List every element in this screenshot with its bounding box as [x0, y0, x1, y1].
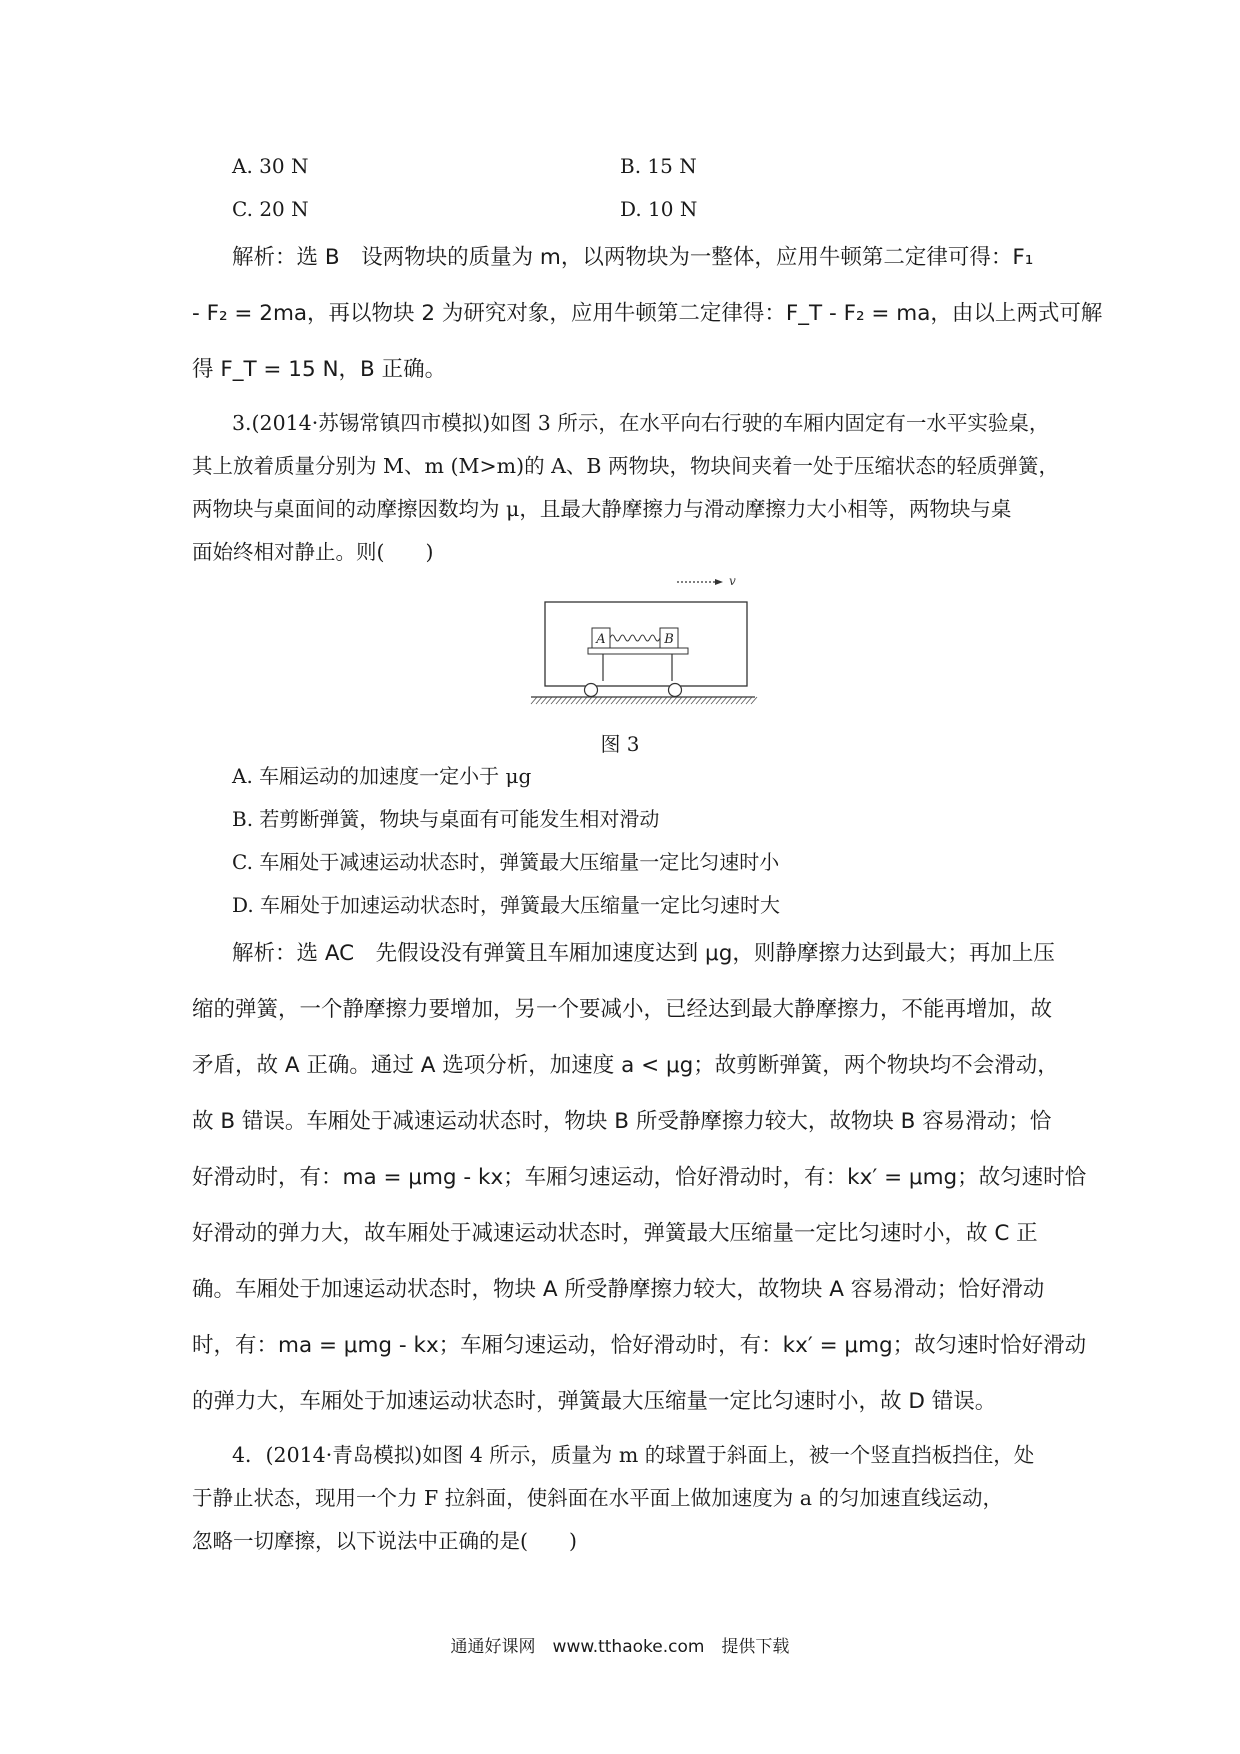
figure-3 [525, 568, 765, 718]
q3-solution-line-9: 的弹力大，车厢处于加速运动状态时，弹簧最大压缩量一定比匀速时小，故 D 错误。 [192, 1389, 997, 1414]
q3-solution-line-1: 解析：选 AC 先假设没有弹簧且车厢加速度达到 μg，则静摩擦力达到最大；再加上压 [232, 941, 1055, 966]
q3-option-b: B. 若剪断弹簧，物块与桌面有可能发生相对滑动 [232, 807, 660, 831]
figure-3-caption: 图 3 [600, 732, 640, 756]
prev-solution-line-1: 解析：选 B 设两物块的质量为 m，以两物块为一整体，应用牛顿第二定律可得：F₁ [232, 245, 1034, 270]
block-b-label: B [664, 632, 674, 647]
q3-solution-line-2: 缩的弹簧，一个静摩擦力要增加，另一个要减小，已经达到最大静摩擦力，不能再增加，故 [192, 997, 1053, 1022]
block-a-label: A [596, 632, 606, 647]
q4-line-1: 4．(2014·青岛模拟)如图 4 所示，质量为 m 的球置于斜面上，被一个竖直挡板挡住，处 [232, 1443, 1035, 1467]
q3-solution-line-5: 好滑动时，有：ma = μmg - kx；车厢匀速运动，恰好滑动时，有：kx′ = μmg；故匀速时恰 [192, 1165, 1087, 1190]
q3-option-a: A. 车厢运动的加速度一定小于 μg [232, 764, 532, 788]
ground-hatching [531, 697, 757, 704]
option-b-prev: B. 15 N [620, 154, 697, 178]
prev-solution-line-3: 得 F_T = 15 N，B 正确。 [192, 357, 447, 382]
spring [610, 635, 660, 641]
q3-line-4: 面始终相对静止。则( ) [192, 540, 434, 564]
q3-line-3: 两物块与桌面间的动摩擦因数均为 μ，且最大静摩擦力与滑动摩擦力大小相等，两物块与桌 [192, 497, 1012, 521]
carriage [545, 602, 747, 686]
option-d-prev: D. 10 N [620, 197, 698, 221]
q3-solution-line-6: 好滑动的弹力大，故车厢处于减速运动状态时，弹簧最大压缩量一定比匀速时小，故 C 正 [192, 1221, 1038, 1246]
wheel-right [669, 684, 682, 697]
table-top [588, 648, 688, 654]
q4-line-3: 忽略一切摩擦，以下说法中正确的是( ) [192, 1529, 577, 1553]
footer-watermark: 通通好课网 www.tthaoke.com 提供下载 [450, 1637, 790, 1657]
prev-solution-line-2: - F₂ = 2ma，再以物块 2 为研究对象，应用牛顿第二定律得：F_T - F₂ = ma，由以上两式可解 [192, 301, 1103, 326]
option-a-prev: A. 30 N [232, 154, 309, 178]
q3-solution-line-4: 故 B 错误。车厢处于减速运动状态时，物块 B 所受静摩擦力较大，故物块 B 容易滑动；恰 [192, 1109, 1052, 1134]
wheel-left [585, 684, 598, 697]
q3-solution-line-3: 矛盾，故 A 正确。通过 A 选项分析，加速度 a < μg；故剪断弹簧，两个物块均不会滑动， [192, 1053, 1059, 1078]
q4-line-2: 于静止状态，现用一个力 F 拉斜面，使斜面在水平面上做加速度为 a 的匀加速直线运动， [192, 1486, 1004, 1510]
q3-option-d: D. 车厢处于加速运动状态时，弹簧最大压缩量一定比匀速时大 [232, 893, 781, 917]
velocity-label: v [729, 574, 736, 588]
q3-line-2: 其上放着质量分别为 M、m (M>m)的 A、B 两物块，物块间夹着一处于压缩状态的轻质弹簧， [192, 454, 1059, 478]
q3-solution-line-7: 确。车厢处于加速运动状态时，物块 A 所受静摩擦力较大，故物块 A 容易滑动；恰好滑动 [192, 1277, 1045, 1302]
option-c-prev: C. 20 N [232, 197, 309, 221]
q3-line-1: 3.(2014·苏锡常镇四市模拟)如图 3 所示，在水平向右行驶的车厢内固定有一水平实验桌， [232, 411, 1050, 435]
q3-solution-line-8: 时，有：ma = μmg - kx；车厢匀速运动，恰好滑动时，有：kx′ = μmg；故匀速时恰好滑动 [192, 1333, 1087, 1358]
q3-option-c: C. 车厢处于减速运动状态时，弹簧最大压缩量一定比匀速时小 [232, 850, 780, 874]
